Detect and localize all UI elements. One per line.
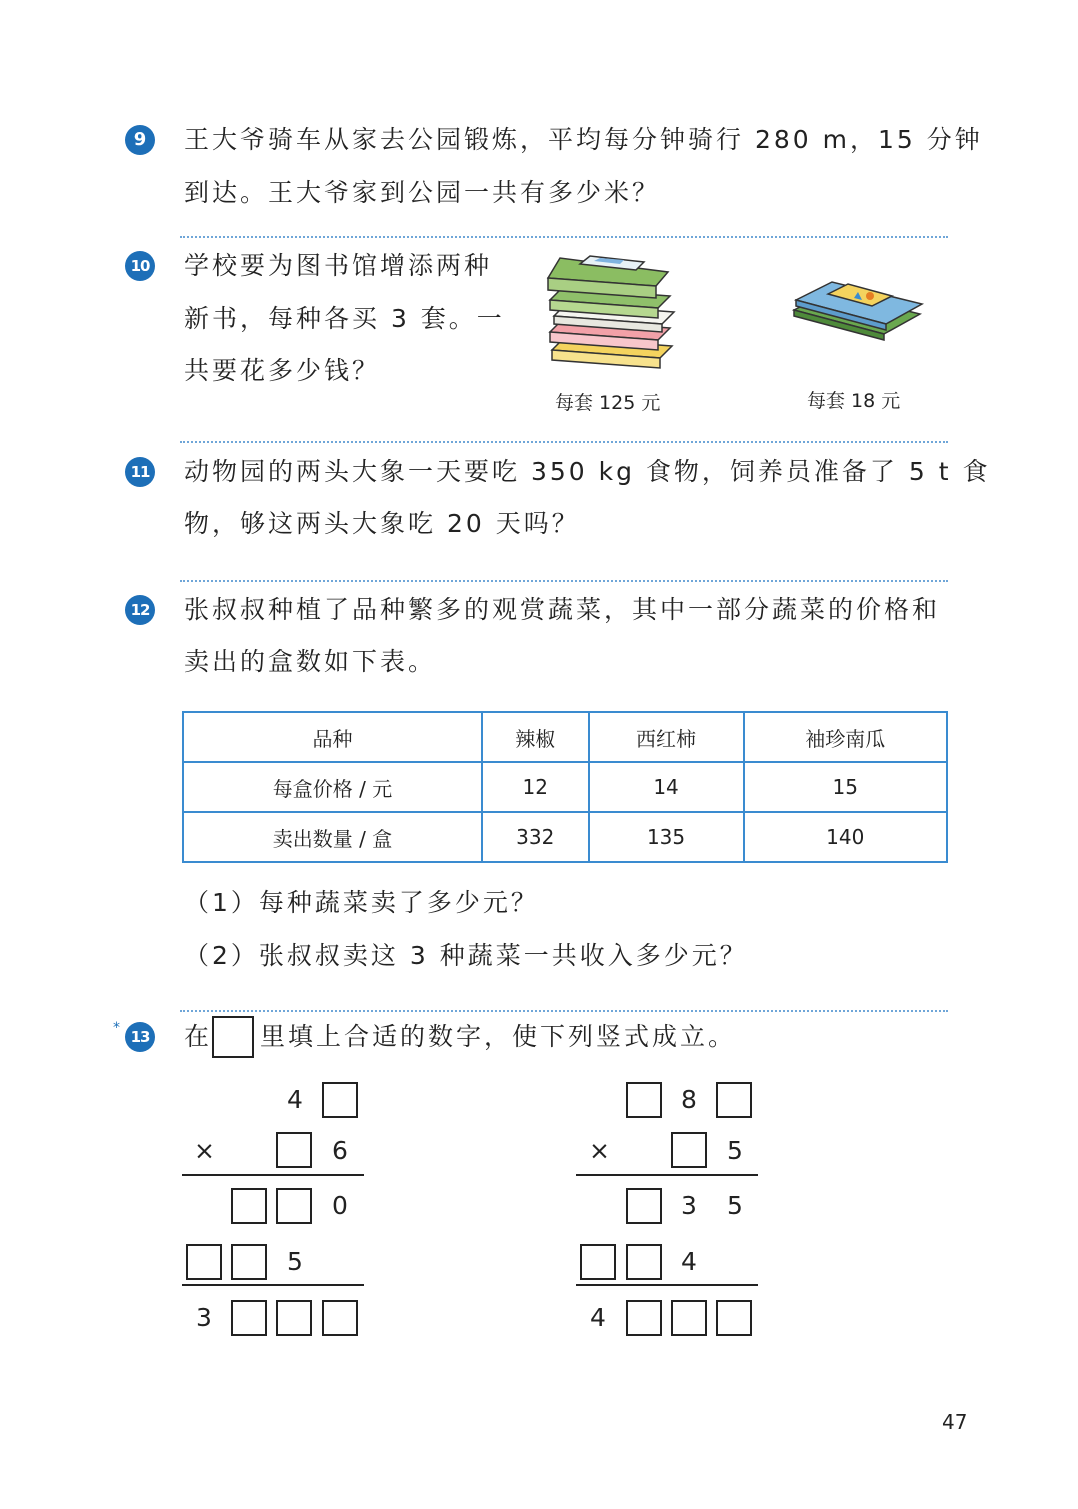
answer-box[interactable] xyxy=(716,1082,752,1118)
thin-books-illustration xyxy=(788,270,928,350)
problem-9-line-2: 到达。王大爷家到公园一共有多少米？ xyxy=(184,178,661,207)
problem-12-badge: 12 xyxy=(125,595,155,625)
problem-12-line-2: 卖出的盒数如下表。 xyxy=(184,647,437,676)
digit: 3 xyxy=(681,1191,697,1220)
answer-box[interactable] xyxy=(626,1082,662,1118)
problem-12-question-1: （1）每种蔬菜卖了多少元？ xyxy=(184,888,539,917)
rule-line xyxy=(576,1174,758,1176)
book-stack-illustration xyxy=(540,250,680,380)
answer-box[interactable] xyxy=(716,1300,752,1336)
answer-box[interactable] xyxy=(276,1300,312,1336)
answer-box[interactable] xyxy=(276,1132,312,1168)
table-row xyxy=(183,762,947,812)
digit: 8 xyxy=(681,1085,697,1114)
blank-box-example xyxy=(212,1016,254,1058)
rule-line xyxy=(182,1284,364,1286)
answer-box[interactable] xyxy=(671,1132,707,1168)
book-b-price: 每套 18 元 xyxy=(807,390,901,412)
digit: 4 xyxy=(287,1085,303,1114)
table-cell: 品种 xyxy=(183,712,482,762)
digit: 6 xyxy=(332,1136,348,1165)
problem-13-badge: 13 xyxy=(125,1022,155,1052)
table-cell: 辣椒 xyxy=(482,712,589,762)
answer-box[interactable] xyxy=(626,1300,662,1336)
table-cell: 332 xyxy=(482,812,589,862)
table-cell: 135 xyxy=(589,812,744,862)
digit: 4 xyxy=(590,1303,606,1332)
answer-box[interactable] xyxy=(322,1082,358,1118)
digit: 5 xyxy=(727,1191,743,1220)
problem-13-text-before: 在 xyxy=(184,1022,213,1051)
problem-10-line-3: 共要花多少钱？ xyxy=(184,356,381,385)
table-cell: 袖珍南瓜 xyxy=(744,712,947,762)
table-cell: 每盒价格 / 元 xyxy=(183,762,482,812)
table-row xyxy=(183,712,947,762)
table-cell: 140 xyxy=(744,812,947,862)
digit: 5 xyxy=(287,1247,303,1276)
digit: 5 xyxy=(727,1136,743,1165)
answer-box[interactable] xyxy=(231,1300,267,1336)
answer-box[interactable] xyxy=(671,1300,707,1336)
separator xyxy=(180,236,948,238)
table-cell: 15 xyxy=(744,762,947,812)
rule-line xyxy=(182,1174,364,1176)
answer-box[interactable] xyxy=(231,1244,267,1280)
answer-box[interactable] xyxy=(231,1188,267,1224)
answer-box[interactable] xyxy=(626,1244,662,1280)
table-cell: 卖出数量 / 盒 xyxy=(183,812,482,862)
rule-line xyxy=(576,1284,758,1286)
vegetable-table xyxy=(182,711,948,863)
book-a-price: 每套 125 元 xyxy=(555,392,661,414)
answer-box[interactable] xyxy=(580,1244,616,1280)
page-number: 47 xyxy=(942,1410,968,1434)
table-row xyxy=(183,812,947,862)
digit: 4 xyxy=(681,1247,697,1276)
problem-9-line-1: 王大爷骑车从家去公园锻炼，平均每分钟骑行 280 m，15 分钟 xyxy=(184,125,983,154)
answer-box[interactable] xyxy=(322,1300,358,1336)
times-sign: × xyxy=(589,1136,610,1165)
problem-12-question-2: （2）张叔叔卖这 3 种蔬菜一共收入多少元？ xyxy=(184,941,748,970)
times-sign: × xyxy=(194,1136,215,1165)
problem-11-line-2: 物，够这两头大象吃 20 天吗？ xyxy=(184,509,580,538)
table-cell: 西红柿 xyxy=(589,712,744,762)
problem-10-line-2: 新书，每种各买 3 套。一 xyxy=(184,304,505,333)
separator xyxy=(180,580,948,582)
challenge-star: * xyxy=(113,1020,120,1036)
table-cell: 12 xyxy=(482,762,589,812)
digit: 3 xyxy=(196,1303,212,1332)
problem-10-badge: 10 xyxy=(125,251,155,281)
separator xyxy=(180,441,948,443)
problem-13-text-after: 里填上合适的数字，使下列竖式成立。 xyxy=(260,1022,737,1051)
problem-11-line-1: 动物园的两头大象一天要吃 350 kg 食物，饲养员准备了 5 t 食 xyxy=(184,457,991,486)
problem-12-line-1: 张叔叔种植了品种繁多的观赏蔬菜，其中一部分蔬菜的价格和 xyxy=(184,595,941,624)
problem-11-badge: 11 xyxy=(125,457,155,487)
answer-box[interactable] xyxy=(276,1188,312,1224)
answer-box[interactable] xyxy=(626,1188,662,1224)
digit: 0 xyxy=(332,1191,348,1220)
problem-10-line-1: 学校要为图书馆增添两种 xyxy=(184,251,493,280)
answer-box[interactable] xyxy=(186,1244,222,1280)
table-cell: 14 xyxy=(589,762,744,812)
problem-9-badge: 9 xyxy=(125,125,155,155)
separator xyxy=(180,1010,948,1012)
